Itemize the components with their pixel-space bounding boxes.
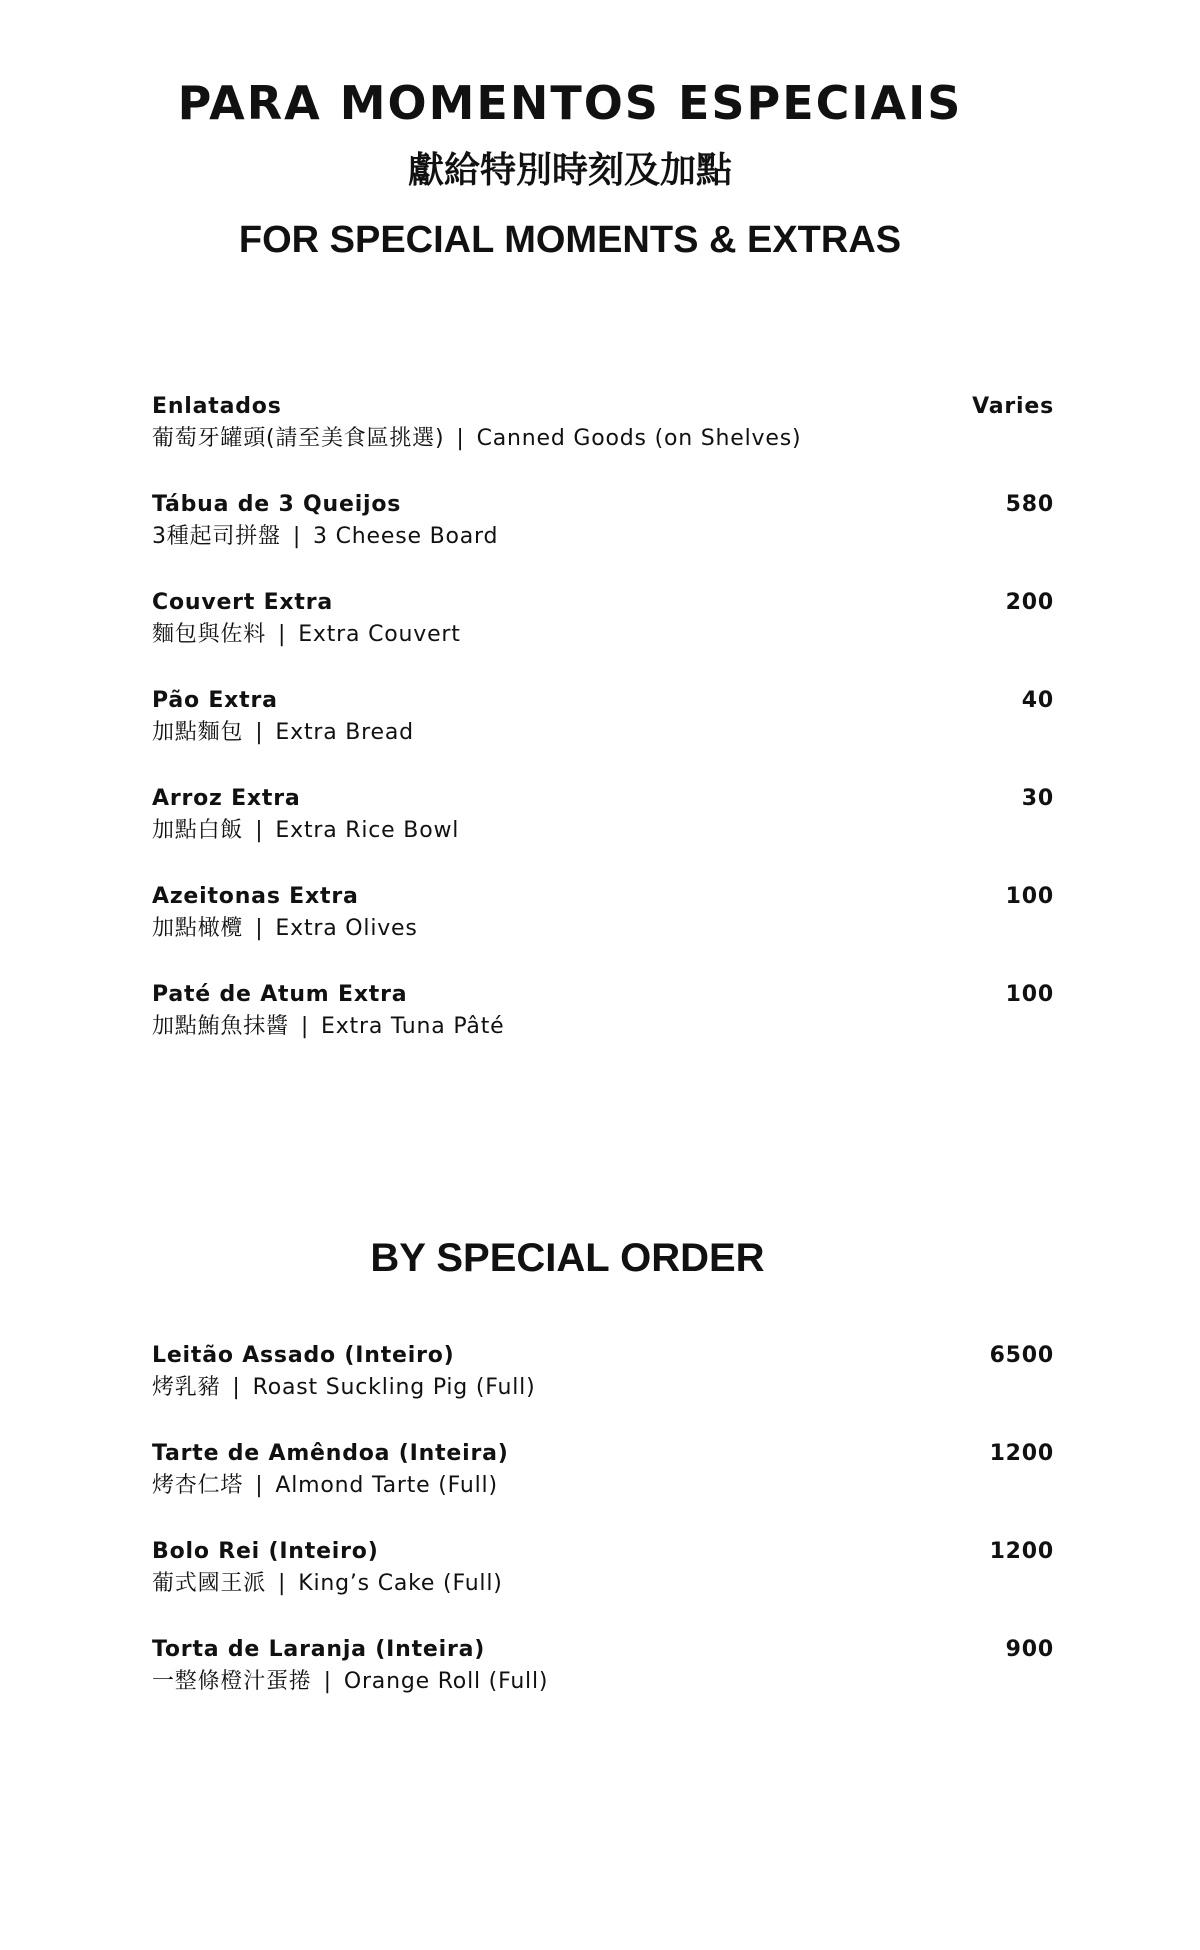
item-separator: | bbox=[300, 1014, 310, 1039]
item-name-zh: 一整條橙汁蛋捲 bbox=[152, 1669, 312, 1694]
item-price: 100 bbox=[1005, 982, 1054, 1007]
menu-item bbox=[152, 392, 1054, 490]
item-subtitle bbox=[152, 1010, 1054, 1044]
item-price: 1200 bbox=[989, 1441, 1054, 1466]
menu-item bbox=[152, 784, 1054, 882]
item-price: 1200 bbox=[989, 1539, 1054, 1564]
item-name: Tarte de Amêndoa (Inteira) bbox=[152, 1441, 509, 1466]
item-name-en: Orange Roll (Full) bbox=[343, 1669, 549, 1694]
special-order-title: BY SPECIAL ORDER bbox=[370, 1236, 765, 1280]
item-price: Varies bbox=[972, 394, 1054, 419]
special-order-list bbox=[152, 1341, 1054, 1733]
item-name-en: 3 Cheese Board bbox=[313, 524, 499, 549]
extras-list bbox=[152, 392, 1054, 1078]
item-name: Pão Extra bbox=[152, 688, 278, 713]
menu-item bbox=[152, 1537, 1054, 1635]
item-name-en: Extra Tuna Pâté bbox=[321, 1014, 505, 1039]
item-name-zh: 加點白飯 bbox=[152, 818, 244, 843]
item-separator: | bbox=[255, 720, 264, 745]
item-separator: | bbox=[255, 818, 264, 843]
item-name-zh: 3種起司拼盤 bbox=[152, 524, 281, 549]
item-subtitle bbox=[152, 422, 1054, 456]
item-separator: | bbox=[255, 1473, 264, 1498]
item-subtitle bbox=[152, 1665, 1054, 1699]
item-separator: | bbox=[232, 1375, 241, 1400]
item-separator: | bbox=[255, 916, 264, 941]
item-name-en: King’s Cake (Full) bbox=[298, 1571, 503, 1596]
item-name: Arroz Extra bbox=[152, 786, 301, 811]
menu-item bbox=[152, 882, 1054, 980]
item-subtitle bbox=[152, 716, 1054, 750]
item-price: 6500 bbox=[989, 1343, 1054, 1368]
item-subtitle bbox=[152, 912, 1054, 946]
menu-item bbox=[152, 980, 1054, 1078]
item-name-zh: 葡萄牙罐頭(請至美食區挑選) bbox=[152, 426, 445, 451]
item-name-en: Almond Tarte (Full) bbox=[275, 1473, 498, 1498]
item-name: Tábua de 3 Queijos bbox=[152, 492, 402, 517]
item-separator: | bbox=[278, 1571, 287, 1596]
menu-item bbox=[152, 588, 1054, 686]
item-name-zh: 加點麵包 bbox=[152, 720, 244, 745]
item-name: Azeitonas Extra bbox=[152, 884, 359, 909]
menu-header bbox=[0, 70, 1140, 274]
item-name-zh: 烤杏仁塔 bbox=[152, 1473, 244, 1498]
item-separator: | bbox=[278, 622, 287, 647]
item-price: 900 bbox=[1005, 1637, 1054, 1662]
item-name: Couvert Extra bbox=[152, 590, 334, 615]
title-english: FOR SPECIAL MOMENTS & EXTRAS bbox=[238, 219, 902, 261]
item-separator: | bbox=[292, 524, 302, 549]
item-name-zh: 葡式國王派 bbox=[152, 1571, 267, 1596]
item-subtitle bbox=[152, 814, 1054, 848]
item-subtitle bbox=[152, 618, 1054, 652]
item-name: Leitão Assado (Inteiro) bbox=[152, 1343, 455, 1368]
item-name-zh: 烤乳豬 bbox=[152, 1375, 221, 1400]
item-name-en: Extra Rice Bowl bbox=[275, 818, 460, 843]
item-name-en: Extra Couvert bbox=[298, 622, 461, 647]
item-name-en: Extra Bread bbox=[275, 720, 414, 745]
title-portuguese: PARA MOMENTOS ESPECIAIS bbox=[177, 76, 963, 130]
item-name: Bolo Rei (Inteiro) bbox=[152, 1539, 379, 1564]
item-subtitle bbox=[152, 1469, 1054, 1503]
item-name: Enlatados bbox=[152, 394, 282, 419]
menu-item bbox=[152, 1439, 1054, 1537]
item-name-en: Canned Goods (on Shelves) bbox=[476, 426, 802, 451]
item-separator: | bbox=[456, 426, 465, 451]
item-price: 30 bbox=[1021, 786, 1054, 811]
item-name: Paté de Atum Extra bbox=[152, 982, 408, 1007]
title-chinese: 獻給特別時刻及加點 bbox=[407, 150, 732, 191]
item-price: 580 bbox=[1005, 492, 1054, 517]
item-subtitle bbox=[152, 1371, 1054, 1405]
item-name-zh: 加點橄欖 bbox=[152, 916, 244, 941]
item-subtitle bbox=[152, 1567, 1054, 1601]
item-name-zh: 加點鮪魚抹醬 bbox=[152, 1014, 289, 1039]
menu-item bbox=[152, 1635, 1054, 1733]
item-price: 40 bbox=[1021, 688, 1054, 713]
item-name-en: Extra Olives bbox=[275, 916, 418, 941]
item-name-zh: 麵包與佐料 bbox=[152, 622, 267, 647]
item-subtitle bbox=[152, 520, 1054, 554]
item-price: 200 bbox=[1005, 590, 1054, 615]
menu-item bbox=[152, 1341, 1054, 1439]
item-name: Torta de Laranja (Inteira) bbox=[152, 1637, 486, 1662]
item-separator: | bbox=[323, 1669, 332, 1694]
item-price: 100 bbox=[1005, 884, 1054, 909]
menu-item bbox=[152, 490, 1054, 588]
menu-item bbox=[152, 686, 1054, 784]
item-name-en: Roast Suckling Pig (Full) bbox=[252, 1375, 536, 1400]
